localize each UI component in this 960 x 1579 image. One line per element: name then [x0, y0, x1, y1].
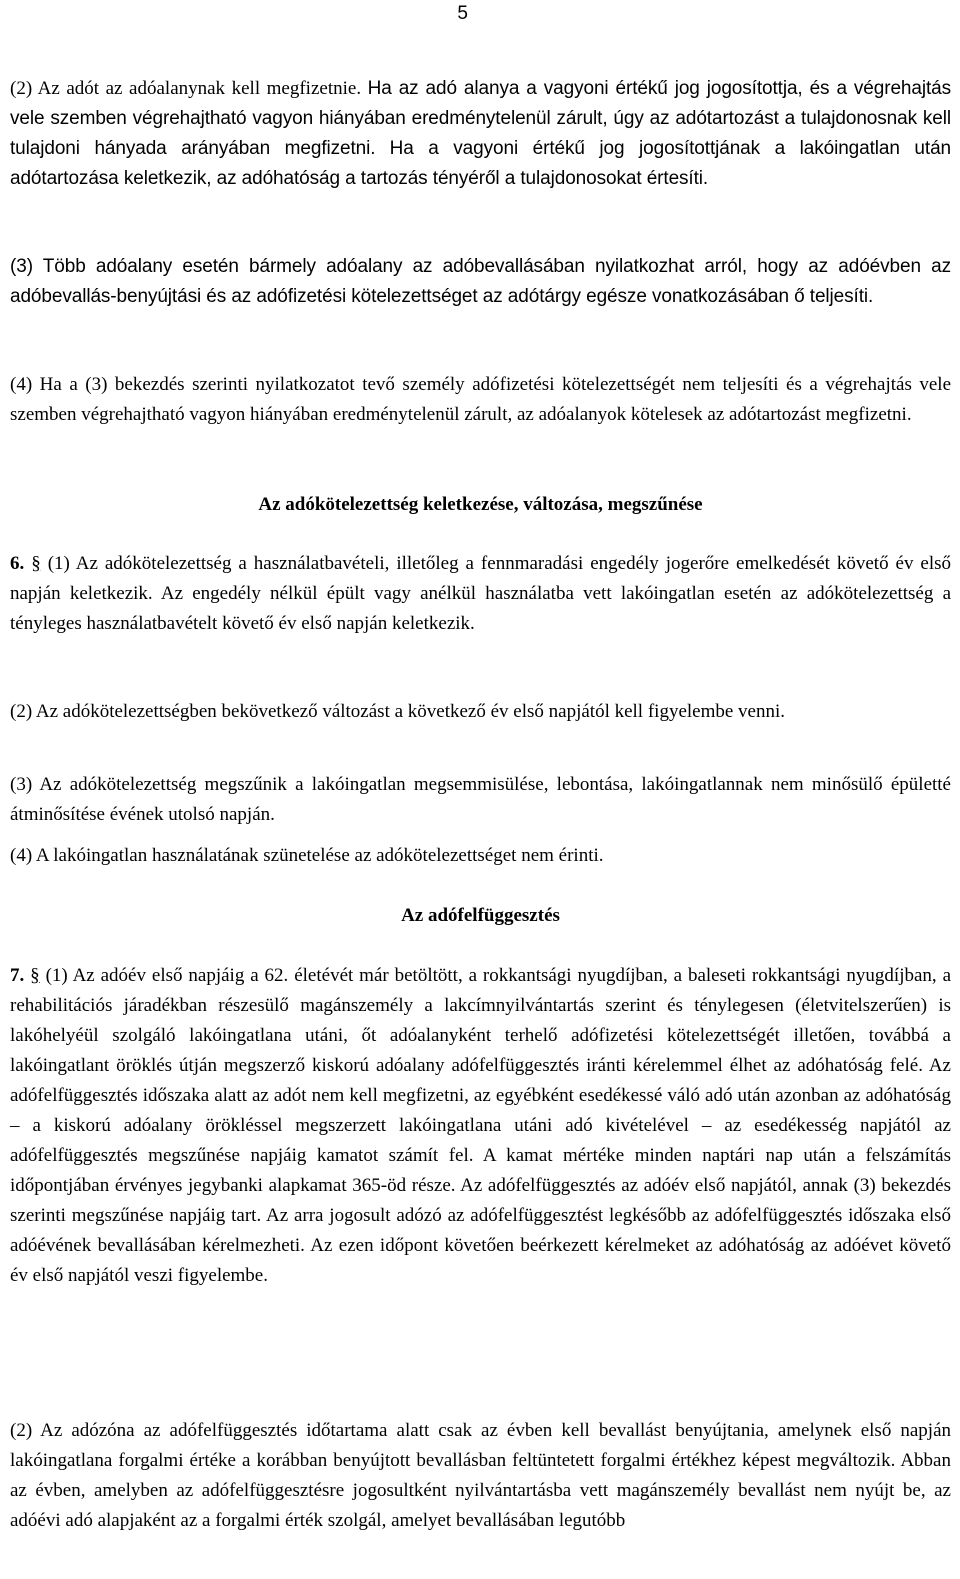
section-sign: § — [30, 965, 40, 986]
section-6-paragraph-1 — [10, 549, 951, 639]
paragraph-2-part-3: Ha a vagyoni értékű jog jogosítottjának a lakóingatlan után adótartozása keletkezik, az adóhatóság a tartozás tényéről a tulajdonosokat értesíti. — [10, 138, 951, 189]
paragraph-3-multiple-taxpayers: (3) Több adóalany esetén bármely adóalany az adóbevallásában nyilatkozhat arról, hogy az adóévben az adóbevallás-benyújtási és az adófizetési kötelezettséget az adótárgy egésze vonatkozásában ő teljesíti. — [10, 256, 951, 307]
paragraph-2-part-1: (2) Az adót az adóalanynak kell megfizetnie. — [10, 78, 362, 99]
section-6-text-2: Az engedély nélkül épült vagy anélkül használatba vett lakóingatlan esetén az adókötelezettség a tényleges használatbavételt követő év első napján keletkezik. — [10, 583, 951, 634]
section-6-paragraph-3: (3) Az adókötelezettség megszűnik a lakóingatlan megsemmisülése, lebontása, lakóingatlannak nem minősülő épületté átminősítése évének utolsó napján. — [10, 774, 951, 825]
section-heading-obligation: Az adókötelezettség keletkezése, változása, megszűnése — [258, 494, 703, 515]
section-6-text-1: (1) Az adókötelezettség a használatbavételi, illetőleg a fennmaradási engedély jogerőre emelkedését követő év első napján keletkezik. — [10, 553, 952, 604]
section-7-text: (1) Az adóév első napjáig a 62. életévét már betöltött, a rokkantsági nyugdíjban, a baleseti rokkantsági nyugdíjban, a rehabilitációs járadékban részesülő magánszemély a lakcímnyilvántartás szerint és ténylegesen (életvitelszerűen) is lakóhelyéül szolgáló lakóingatlana utáni, őt adóalanyként terhelő adófizetési kötelezettségét illetően, továbbá a lakóingatlant öröklés útján megszerző kiskorú adóalany adófelfüggesztés iránti kérelemmel élhet az adóhatóság felé. Az adófelfüggesztés időszaka alatt az adót nem kell megfizetni, az egyébként esedékessé váló adó után azonban az adóhatóság – a kiskorú adóalany örökléssel megszerzett lakóingatlana utáni adó kivételével – az esedékesség napjától az adófelfüggesztés megszűnése napjáig kamatot számít fel. A kamat mértéke minden naptári nap után a felszámítás időpontjában érvényes jegybanki alapkamat 365-öd része. Az adófelfüggesztés az adóév első napjától, annak (3) bekezdés szerinti megszűnése napjáig tart. Az arra jogosult adózó az adófelfüggesztést legkésőbb az adófelfüggesztés időszaka első adóévének bevallásában kérelmezheti. Az ezen időpont követően beérkezett kérelmeket az adóhatóság az adóévet követő év első napjától veszi figyelembe. — [10, 965, 952, 1286]
section-6-paragraph-4: (4) A lakóingatlan használatának szünetelése az adókötelezettséget nem érinti. — [10, 845, 604, 866]
paragraph-2-tax-payment — [10, 74, 951, 194]
section-7-paragraph-1 — [10, 961, 951, 1291]
section-6-number: 6. — [10, 553, 25, 574]
section-7-number: 7. — [10, 965, 25, 986]
section-7-paragraph-2: (2) Az adózóna az adófelfüggesztés időtartama alatt csak az évben kell bevallást benyújtania, amelynek első napján lakóingatlana forgalmi értéke a korábban benyújtott bevallásban feltüntetett forgalmi értékhez képest megváltozik. Abban az évben, amelyben az adófelfüggesztésre jogosultként nyilvántartásba vett magánszemély bevallást nem nyújt be, az adóévi adó alapjaként az a forgalmi érték szolgál, amelyet bevallásában legutóbb — [10, 1420, 951, 1531]
section-sign: § — [31, 553, 41, 574]
section-6-paragraph-2: (2) Az adókötelezettségben bekövetkező változást a következő év első napjától kell figyelembe venni. — [10, 701, 786, 722]
page-number: 5 — [457, 3, 468, 24]
paragraph-2-part-2: Ha az adó alanya a vagyoni értékű jog jogosítottja, és a végrehajtás vele szemben végrehajtható vagyon hiányában eredménytelenül zárult, úgy az adótartozást a tulajdonosnak kell tulajdoni hányada arányában megfizetni. — [10, 78, 952, 159]
paragraph-4-joint-liability: (4) Ha a (3) bekezdés szerinti nyilatkozatot tevő személy adófizetési kötelezettségét nem teljesíti és a végrehajtás vele szemben végrehajtható vagyon hiányában eredménytelenül zárult, az adóalanyok kötelesek az adótartozást megfizetni. — [10, 374, 951, 425]
section-heading-suspension: Az adófelfüggesztés — [401, 905, 560, 926]
